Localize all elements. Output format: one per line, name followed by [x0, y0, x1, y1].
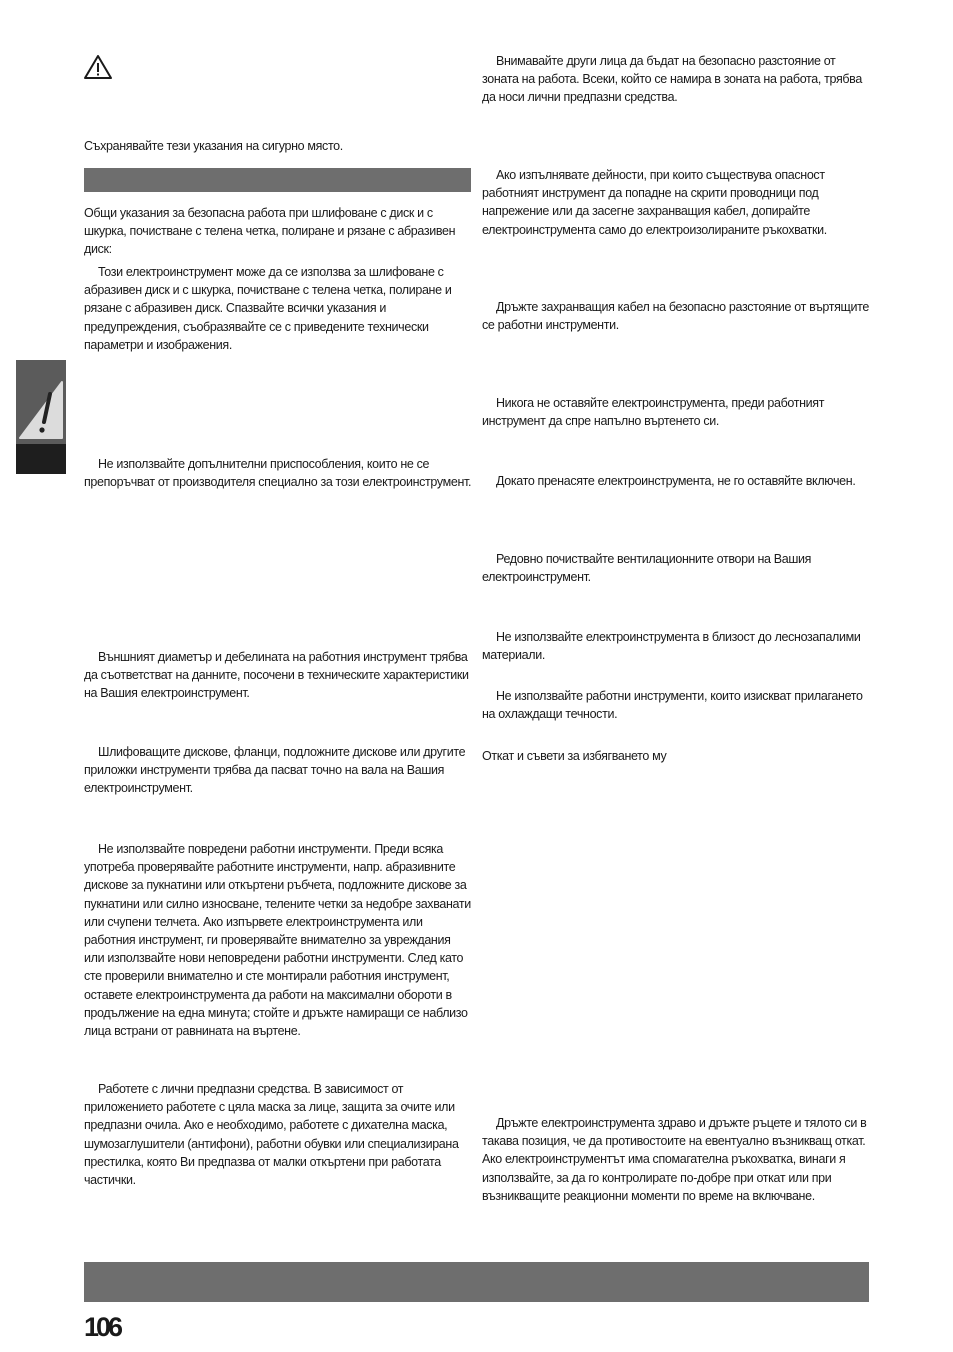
usage-note-text: Този електроинструмент може да се използва за шлифоване с абразивен диск и с шкурка, почистване с телена четка, полиране и рязане с абразивен диск. Спазвайте всички указания и предупреждения, съобразявайте се с приведените технически параметри и изображения.: [84, 265, 452, 352]
coolants-text: Не използвайте работни инструменти, които изискват прилагането на охлаждащи течности.: [482, 689, 863, 722]
section-header-bar: [84, 168, 471, 192]
page-number: 106: [84, 1312, 121, 1342]
protective-gear-text: Работете с лични предпазни средства. В зависимост от приложението работете с цяла маска за лице, защита за очите или предпазни очила. Ако е необходимо, работете с дихателна маска, шумозаглушители (антифони), работни обувки или специализирана престилка, която Ви предпазва от малки откъртени при работата частички.: [84, 1082, 459, 1188]
footer-bar: [84, 1262, 869, 1302]
ventilation-text: Редовно почиствайте вентилационните отвори на Вашия електроинструмент.: [482, 552, 812, 585]
discs-fit-text: Шлифоващите дискове, фланци, подложните дискове или другите приложки инструменти трябва да пасват точно на вала на Вашия електроинструмент.: [84, 745, 466, 796]
hidden-wires-text: Ако изпълнявате дейности, при които съществува опасност работният инструмент да попадне на скрити проводници под напрежение или да засегне захранващия кабел, допирайте електроинструмента само до електроизолираните ръкохватки.: [482, 168, 827, 237]
cable-away-text: Дръжте захранващия кабел на безопасно разстояние от въртящите се работни инструменти.: [482, 300, 869, 333]
no-accessories-text: Не използвайте допълнителни приспособления, които не се препоръчват от производителя специално за този електроинструмент.: [84, 457, 472, 490]
diameter-text: Външният диаметър и дебелината на работния инструмент трябва да съответстват на данните, посочени в техническите характеристики на Вашия електроинструмент.: [84, 650, 469, 701]
warning-triangle-icon: [83, 54, 113, 80]
damaged-tools-text: Не използвайте повредени работни инструменти. Преди всяка употреба проверявайте работните инструменти, напр. абразивните дискове за пукнатини или откъртени ръбчета, подложните дискове за пукнатини или силно износване, телените четки за недобре захванати или счупени телчета. Ако изпървете електроинструмента или работния инструмент, ги проверявайте внимателно за увреждания или използвайте нови неповредени работни инструменти. След като сте проверили внимателно и сте монтирали работния инструмент, оставете електроинструмента да работи на максимални обороти в продължение на една минута; стойте и дръжте намиращи се наблизо лица встрани от равнината на въртене.: [84, 842, 471, 1039]
exclamation-tab-icon: [16, 376, 66, 446]
side-tab-bottom: [16, 444, 66, 474]
bystanders-text: Внимавайте други лица да бъдат на безопасно разстояние от зоната на работа. Всеки, който се намира в зоната на работа, трябва да носи лични предпазни средства.: [482, 54, 862, 105]
flammable-text: Не използвайте електроинструмента в близост до леснозапалими материали.: [482, 630, 861, 663]
carrying-text: Докато пренасяте електроинструмента, не го оставяйте включен.: [496, 474, 856, 488]
wait-stop-text: Никога не оставяйте електроинструмента, преди работният инструмент да спре напълно въртенето си.: [482, 396, 825, 429]
hold-firmly-text: Дръжте електроинструмента здраво и дръжте ръцете и тялото си в такава позиция, че да противостоите на евентуално възникващ откат. Ако електроинструментът има спомагателна ръкохватка, винаги я използвайте, за да го контролирате по-добре при откат или при възникващите реакционни моменти по време на включване.: [482, 1116, 867, 1203]
kickback-heading: Откат и съвети за избягването му: [482, 749, 667, 763]
general-safety-heading: Общи указания за безопасна работа при шлифоване с диск и с шкурка, почистване с телена четка, полиране и рязане с абразивен диск:: [84, 206, 456, 257]
keep-instructions-text: Съхранявайте тези указания на сигурно място.: [84, 139, 343, 153]
